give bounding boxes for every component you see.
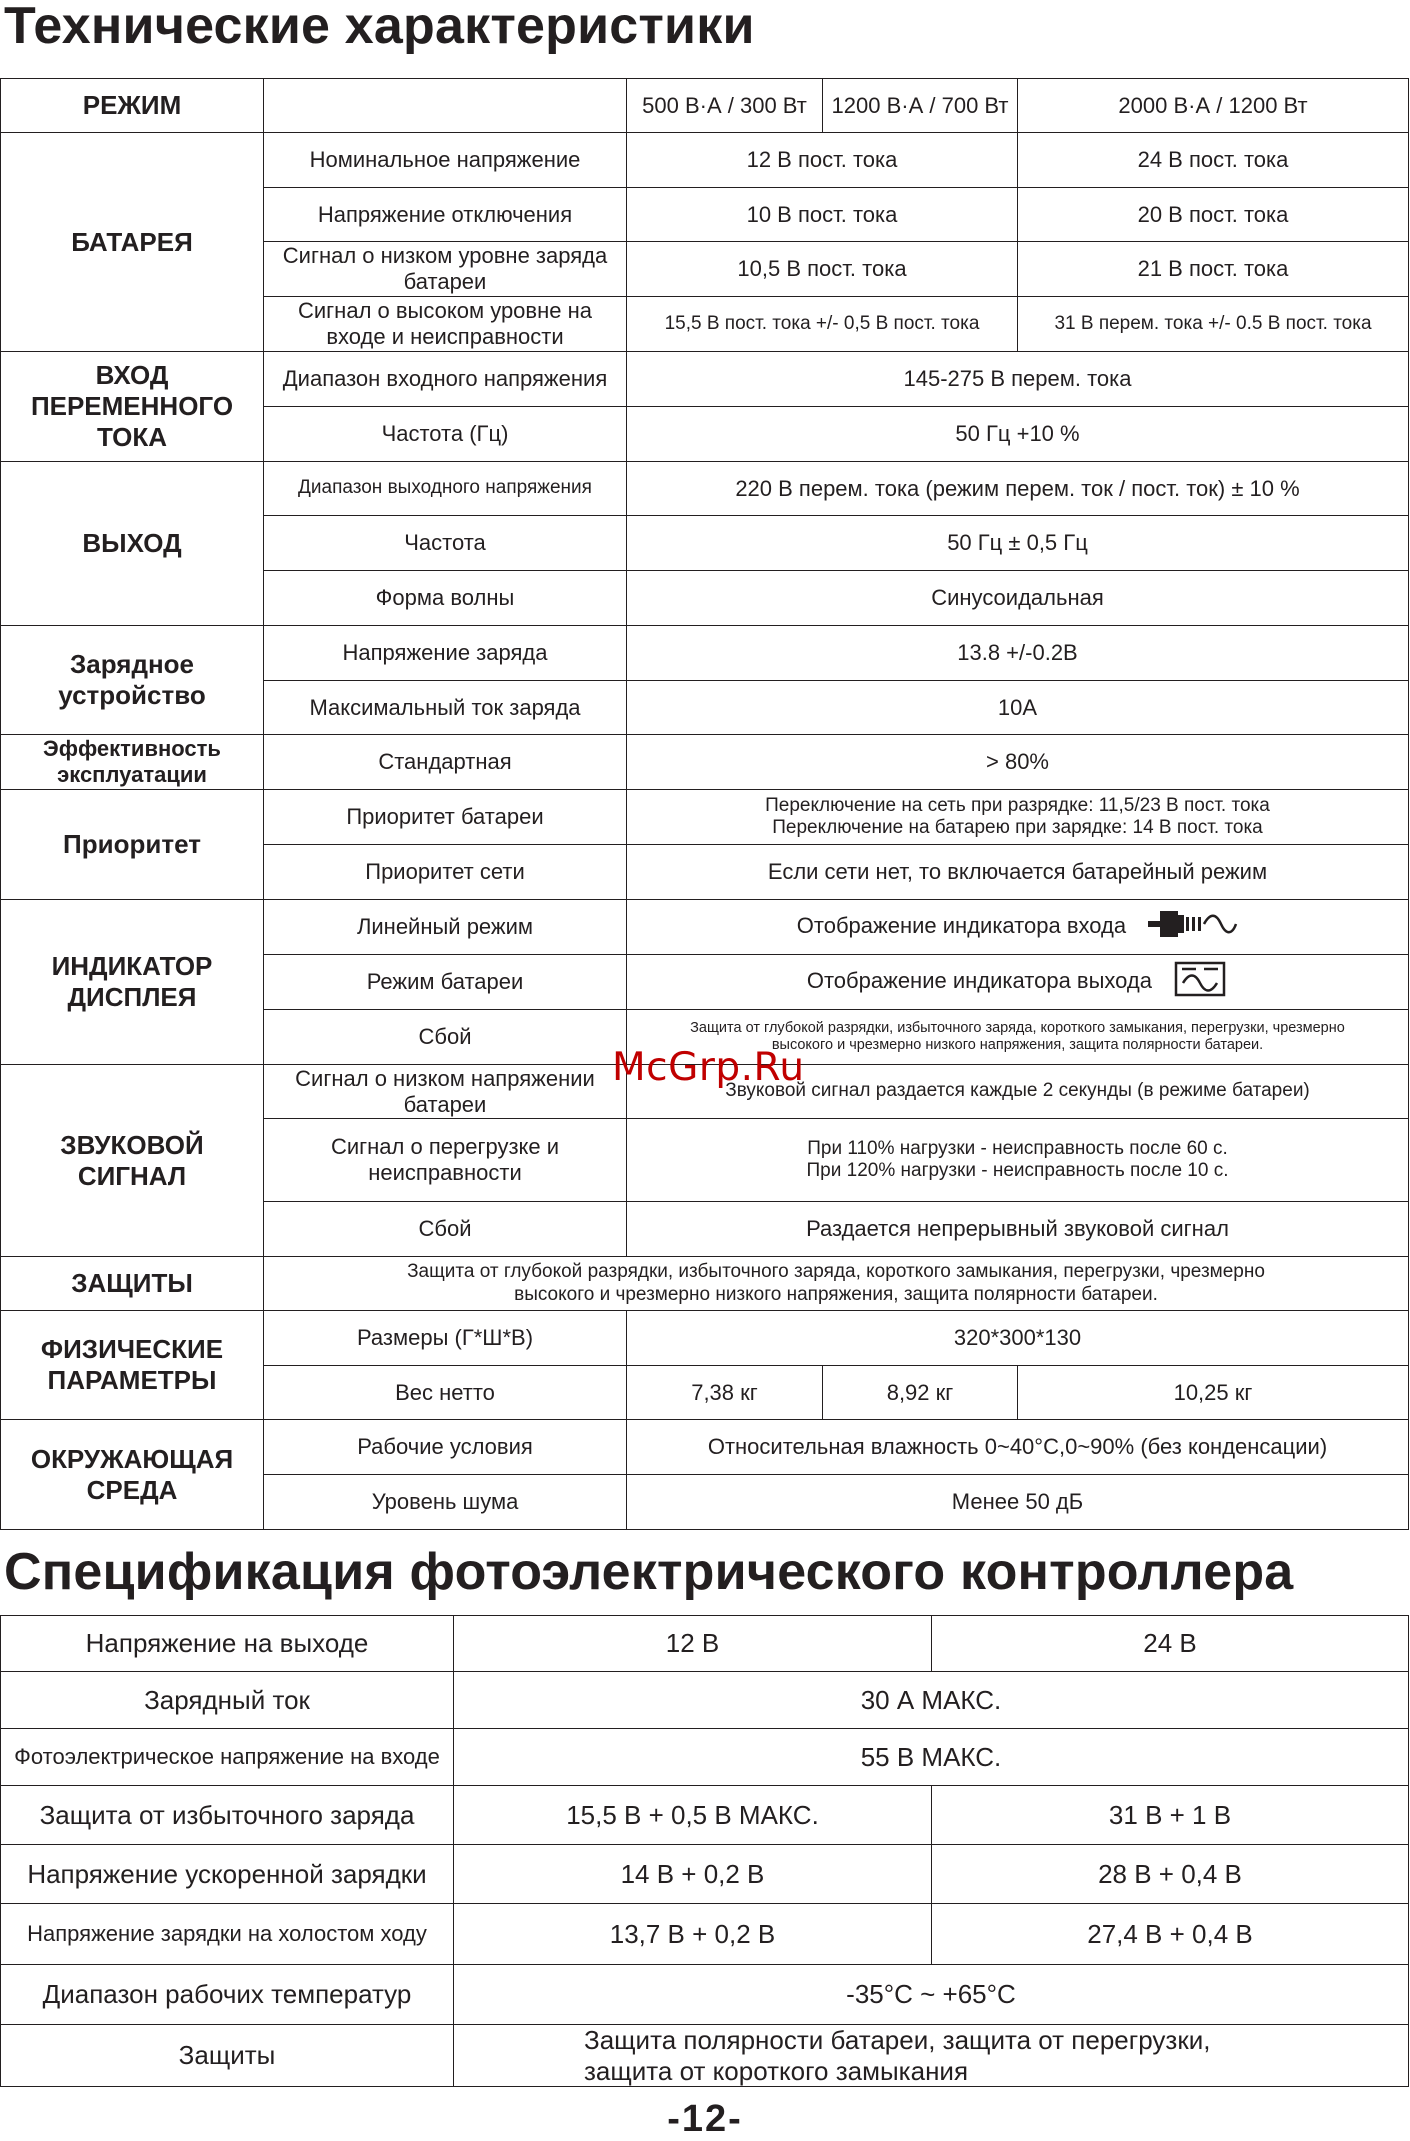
param-label: Частота (Гц) bbox=[264, 407, 627, 462]
param-label: Максимальный ток заряда bbox=[264, 681, 627, 735]
output-group-label: ВЫХОД bbox=[1, 462, 264, 626]
display-group-label: ИНДИКАТОР ДИСПЛЕЯ bbox=[1, 900, 264, 1065]
value-line: При 110% нагрузки - неисправность после 60 с. bbox=[807, 1137, 1228, 1159]
value-cell: 14 В + 0,2 В bbox=[454, 1845, 932, 1904]
param-label: Сигнал о низком напряжении батареи bbox=[264, 1065, 627, 1119]
table-row bbox=[1, 1616, 1409, 1672]
param-label: Напряжение заряда bbox=[264, 626, 627, 681]
param-label: Режим батареи bbox=[264, 955, 627, 1010]
value-cell: 220 В перем. тока (режим перем. ток / пост. ток) ± 10 % bbox=[627, 462, 1409, 516]
mode-header: РЕЖИМ bbox=[1, 79, 264, 133]
table-row bbox=[1, 1845, 1409, 1904]
param-label: Зарядный ток bbox=[1, 1672, 454, 1729]
value-line: высокого и чрезмерно низкого напряжения, защита полярности батареи. bbox=[771, 1037, 1264, 1053]
value-cell: 13,7 В + 0,2 В bbox=[454, 1904, 932, 1965]
param-label: Защиты bbox=[1, 2025, 454, 2087]
table-row bbox=[1, 626, 1409, 681]
value-cell: 10 В пост. тока bbox=[627, 188, 1018, 242]
efficiency-group-label: Эффективность эксплуатации bbox=[1, 735, 264, 790]
value-cell: 30 А МАКС. bbox=[454, 1672, 1409, 1729]
value-cell: 10A bbox=[627, 681, 1409, 735]
value-cell: 31 В + 1 В bbox=[932, 1786, 1409, 1845]
page-title: Технические характеристики bbox=[4, 0, 755, 55]
value-line: защита от короткого замыкания bbox=[584, 2055, 969, 2086]
param-label: Сбой bbox=[264, 1202, 627, 1257]
value-cell: 20 В пост. тока bbox=[1018, 188, 1409, 242]
value-cell bbox=[627, 955, 1409, 1010]
param-label: Форма волны bbox=[264, 571, 627, 626]
param-label: Напряжение ускоренной зарядки bbox=[1, 1845, 454, 1904]
table-row bbox=[1, 1672, 1409, 1729]
watermark: McGrp.Ru bbox=[612, 1045, 805, 1090]
param-label: Рабочие условия bbox=[264, 1420, 627, 1475]
param-label: Защита от избыточного заряда bbox=[1, 1786, 454, 1845]
value-cell: -35°C ~ +65°C bbox=[454, 1965, 1409, 2025]
inverter-output-icon bbox=[1172, 959, 1228, 1005]
empty-header-cell bbox=[264, 79, 627, 133]
alarm-group-label: ЗВУКОВОЙ СИГНАЛ bbox=[1, 1065, 264, 1257]
table-row bbox=[1, 1965, 1409, 2025]
table-row bbox=[1, 1257, 1409, 1311]
battery-group-label: БАТАРЕЯ bbox=[1, 133, 264, 352]
table-row bbox=[1, 1786, 1409, 1845]
value-cell: 320*300*130 bbox=[627, 1311, 1409, 1366]
table-row bbox=[1, 2025, 1409, 2087]
value-cell: 15,5 В + 0,5 В МАКС. bbox=[454, 1786, 932, 1845]
value-line: Переключение на сеть при разрядке: 11,5/23 В пост. тока bbox=[765, 794, 1270, 816]
value-line: Защита от глубокой разрядки, избыточного заряда, короткого замыкания, перегрузки, чрезмерно bbox=[690, 1019, 1345, 1036]
model-500-header: 500 В·А / 300 Вт bbox=[627, 79, 823, 133]
table-row bbox=[1, 79, 1409, 133]
table-row bbox=[1, 1904, 1409, 1965]
value-cell bbox=[627, 1119, 1409, 1202]
page-number: -12- bbox=[667, 2098, 743, 2140]
param-label: Размеры (Г*Ш*В) bbox=[264, 1311, 627, 1366]
param-label: Номинальное напряжение bbox=[264, 133, 627, 188]
section-title: Спецификация фотоэлектрического контроллера bbox=[4, 1543, 1294, 1601]
value-line: Защита полярности батареи, защита от перегрузки, bbox=[584, 2025, 1211, 2055]
value-cell: 10,25 кг bbox=[1018, 1366, 1409, 1420]
value-cell: 21 В пост. тока bbox=[1018, 242, 1409, 297]
value-cell: 28 В + 0,4 В bbox=[932, 1845, 1409, 1904]
param-label: Сигнал о перегрузке и неисправности bbox=[264, 1119, 627, 1202]
param-label: Сигнал о низком уровне заряда батареи bbox=[264, 242, 627, 297]
param-label: Вес нетто bbox=[264, 1366, 627, 1420]
value-cell bbox=[264, 1257, 1409, 1311]
param-label: Сигнал о высоком уровне на входе и неисправности bbox=[264, 297, 627, 352]
environment-group-label: ОКРУЖАЮЩАЯ СРЕДА bbox=[1, 1420, 264, 1530]
specifications-table bbox=[0, 78, 1409, 1530]
value-line: Защита от глубокой разрядки, избыточного заряда, короткого замыкания, перегрузки, чрезмерно bbox=[407, 1261, 1265, 1283]
value-cell bbox=[454, 2025, 1409, 2087]
value-cell bbox=[627, 790, 1409, 845]
param-label: Уровень шума bbox=[264, 1475, 627, 1530]
param-label: Напряжение отключения bbox=[264, 188, 627, 242]
param-label: Линейный режим bbox=[264, 900, 627, 955]
param-label: Фотоэлектрическое напряжение на входе bbox=[1, 1729, 454, 1786]
protection-group-label: ЗАЩИТЫ bbox=[1, 1257, 264, 1311]
priority-group-label: Приоритет bbox=[1, 790, 264, 900]
value-text: Отображение индикатора выхода bbox=[806, 967, 1152, 993]
value-cell: Если сети нет, то включается батарейный режим bbox=[627, 845, 1409, 900]
param-label: Диапазон входного напряжения bbox=[264, 352, 627, 407]
value-cell: 24 В пост. тока bbox=[1018, 133, 1409, 188]
table-row bbox=[1, 1311, 1409, 1366]
ac-input-group-label: ВХОД ПЕРЕМЕННОГО ТОКА bbox=[1, 352, 264, 462]
param-label: Приоритет сети bbox=[264, 845, 627, 900]
value-line: высокого и чрезмерно низкого напряжения, защита полярности батареи. bbox=[514, 1283, 1158, 1305]
value-cell: 12 В bbox=[454, 1616, 932, 1672]
value-cell: 24 В bbox=[932, 1616, 1409, 1672]
value-cell: 55 В МАКС. bbox=[454, 1729, 1409, 1786]
pv-controller-table bbox=[0, 1615, 1409, 2087]
table-row bbox=[1, 1420, 1409, 1475]
model-2000-header: 2000 В·А / 1200 Вт bbox=[1018, 79, 1409, 133]
value-cell: Менее 50 дБ bbox=[627, 1475, 1409, 1530]
value-cell: Относительная влажность 0~40°C,0~90% (без конденсации) bbox=[627, 1420, 1409, 1475]
value-cell: Раздается непрерывный звуковой сигнал bbox=[627, 1202, 1409, 1257]
value-cell: 12 В пост. тока bbox=[627, 133, 1018, 188]
table-row bbox=[1, 735, 1409, 790]
value-cell: 13.8 +/-0.2В bbox=[627, 626, 1409, 681]
value-cell: 50 Гц +10 % bbox=[627, 407, 1409, 462]
param-label: Приоритет батареи bbox=[264, 790, 627, 845]
value-cell: 145-275 В перем. тока bbox=[627, 352, 1409, 407]
value-cell bbox=[627, 900, 1409, 955]
model-1200-header: 1200 В·А / 700 Вт bbox=[823, 79, 1018, 133]
value-cell: Синусоидальная bbox=[627, 571, 1409, 626]
value-line: При 120% нагрузки - неисправность после 10 с. bbox=[806, 1160, 1229, 1181]
ac-plug-icon bbox=[1146, 907, 1238, 947]
physical-group-label: ФИЗИЧЕСКИЕ ПАРАМЕТРЫ bbox=[1, 1311, 264, 1420]
table-row bbox=[1, 462, 1409, 516]
charger-group-label: Зарядное устройство bbox=[1, 626, 264, 735]
table-row bbox=[1, 352, 1409, 407]
param-label: Напряжение на выходе bbox=[1, 1616, 454, 1672]
value-cell: 15,5 В пост. тока +/- 0,5 В пост. тока bbox=[627, 297, 1018, 352]
value-cell: 10,5 В пост. тока bbox=[627, 242, 1018, 297]
value-text: Отображение индикатора входа bbox=[796, 912, 1127, 938]
value-cell: 27,4 В + 0,4 В bbox=[932, 1904, 1409, 1965]
param-label: Диапазон выходного напряжения bbox=[264, 462, 627, 516]
param-label: Напряжение зарядки на холостом ходу bbox=[1, 1904, 454, 1965]
param-label: Частота bbox=[264, 516, 627, 571]
param-label: Сбой bbox=[264, 1010, 627, 1065]
value-cell: > 80% bbox=[627, 735, 1409, 790]
param-label: Стандартная bbox=[264, 735, 627, 790]
table-row bbox=[1, 900, 1409, 955]
value-cell: Звуковой сигнал раздается каждые 2 секунды (в режиме батареи) bbox=[627, 1065, 1409, 1119]
value-cell: 8,92 кг bbox=[823, 1366, 1018, 1420]
value-cell: 7,38 кг bbox=[627, 1366, 823, 1420]
value-cell: 31 В перем. тока +/- 0.5 В пост. тока bbox=[1018, 297, 1409, 352]
table-row bbox=[1, 1729, 1409, 1786]
value-line: Переключение на батарею при зарядке: 14 В пост. тока bbox=[772, 817, 1263, 838]
value-cell: 50 Гц ± 0,5 Гц bbox=[627, 516, 1409, 571]
table-row bbox=[1, 133, 1409, 188]
table-row bbox=[1, 790, 1409, 845]
param-label: Диапазон рабочих температур bbox=[1, 1965, 454, 2025]
